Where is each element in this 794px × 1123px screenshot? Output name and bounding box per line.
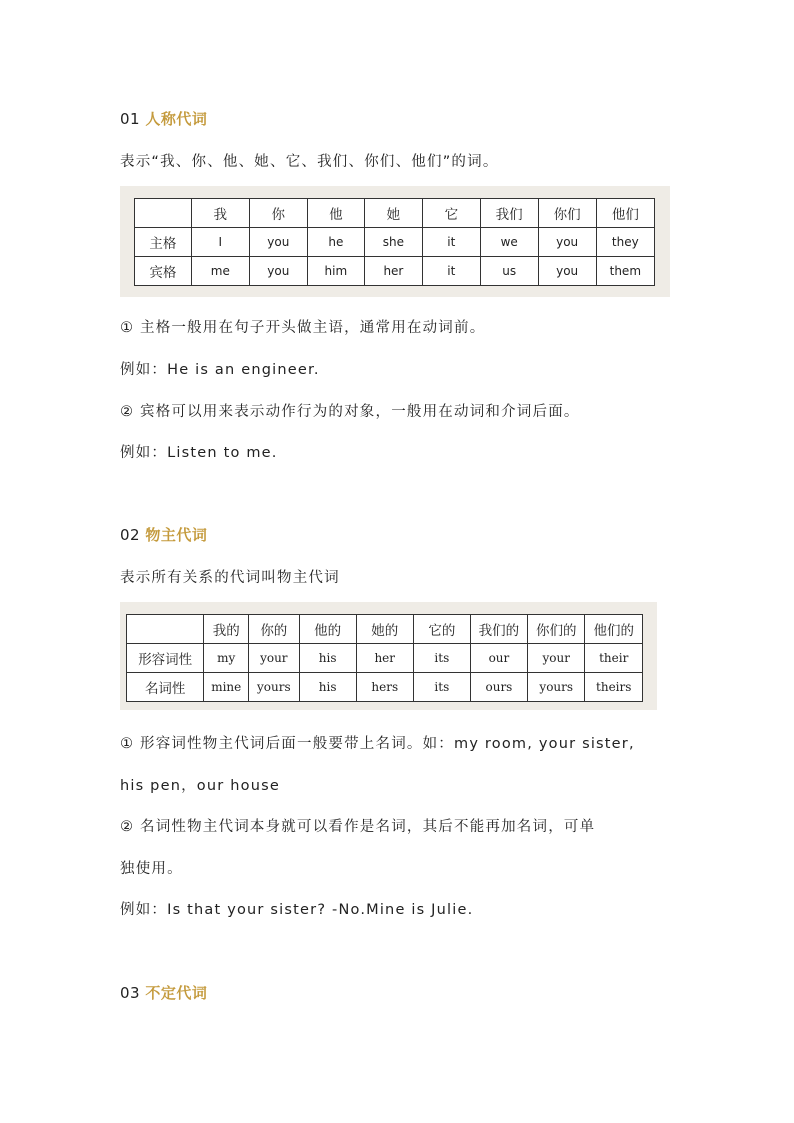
table-header-row: [127, 615, 643, 644]
table-panel: [120, 602, 657, 710]
table-cell: she: [364, 228, 422, 257]
table-cell: it: [422, 257, 480, 286]
row-label-cell: [127, 615, 204, 644]
section-number: 01: [120, 110, 141, 128]
table-cell: its: [413, 644, 470, 673]
section-number: 03: [120, 984, 141, 1002]
table-cell: them: [596, 257, 654, 286]
note-nominal: ② 名词性物主代词本身就可以看作是名词，其后不能再加名词，可单: [120, 819, 596, 835]
table-cell: 你们: [538, 199, 596, 228]
row-label-cell: 宾格: [135, 257, 192, 286]
section-title: 物主代词: [145, 526, 208, 544]
table-cell: our: [470, 644, 527, 673]
table-cell: my: [204, 644, 249, 673]
example-text: 例如：Is that your sister? -No.Mine is Julie.: [120, 902, 474, 918]
table-cell: her: [364, 257, 422, 286]
note-subject: ① 主格一般用在句子开头做主语，通常用在动词前。: [120, 320, 486, 336]
table-cell: 她的: [356, 615, 413, 644]
section-heading-2: [120, 524, 207, 545]
table-cell: 他: [307, 199, 364, 228]
table-cell: their: [585, 644, 643, 673]
row-label-cell: [135, 199, 192, 228]
table-cell: 他们: [596, 199, 654, 228]
table-cell: they: [596, 228, 654, 257]
table-cell: 它的: [413, 615, 470, 644]
row-label-cell: 名词性: [127, 673, 204, 702]
table-cell: yours: [249, 673, 300, 702]
table-cell: 我们的: [470, 615, 527, 644]
table-cell: I: [191, 228, 249, 257]
table-cell: his: [299, 644, 356, 673]
table-cell: hers: [356, 673, 413, 702]
table-row: [127, 644, 643, 673]
table-cell: you: [249, 257, 307, 286]
section-number: 02: [120, 526, 141, 544]
table-cell: it: [422, 228, 480, 257]
table-cell: him: [307, 257, 364, 286]
table-header-row: [135, 199, 655, 228]
table-cell: he: [307, 228, 364, 257]
table-cell: theirs: [585, 673, 643, 702]
section-intro: 表示所有关系的代词叫物主代词: [120, 570, 340, 586]
table-cell: 你的: [249, 615, 300, 644]
section-title: 人称代词: [145, 110, 208, 128]
table-cell: me: [191, 257, 249, 286]
table-cell: ours: [470, 673, 527, 702]
note-nominal-cont: 独使用。: [120, 861, 183, 877]
table-cell: your: [249, 644, 300, 673]
table-panel: [120, 186, 670, 297]
table-cell: 我的: [204, 615, 249, 644]
table-cell: you: [249, 228, 307, 257]
table-cell: you: [538, 257, 596, 286]
table-cell: 你: [249, 199, 307, 228]
table-cell: you: [538, 228, 596, 257]
example-text: 例如：He is an engineer.: [120, 362, 320, 378]
section-heading-3: [120, 982, 207, 1003]
table-cell: her: [356, 644, 413, 673]
table-row: [135, 228, 655, 257]
table-cell: 她: [364, 199, 422, 228]
row-label-cell: 主格: [135, 228, 192, 257]
section-intro: 表示“我、你、他、她、它、我们、你们、他们”的词。: [120, 154, 499, 170]
table-cell: 你们的: [528, 615, 585, 644]
section-title: 不定代词: [145, 984, 208, 1002]
table-cell: 我们: [480, 199, 538, 228]
row-label-cell: 形容词性: [127, 644, 204, 673]
table-cell: we: [480, 228, 538, 257]
table-cell: his: [299, 673, 356, 702]
table-cell: 他的: [299, 615, 356, 644]
table-cell: yours: [528, 673, 585, 702]
example-text: 例如：Listen to me.: [120, 445, 278, 461]
note-adjectival-cont: his pen，our house: [120, 778, 280, 794]
table-cell: mine: [204, 673, 249, 702]
note-adjectival: ① 形容词性物主代词后面一般要带上名词。如：my room, your sister,: [120, 736, 635, 752]
table-cell: 他们的: [585, 615, 643, 644]
table-row: [127, 673, 643, 702]
note-object: ② 宾格可以用来表示动作行为的对象，一般用在动词和介词后面。: [120, 404, 580, 420]
table-row: [135, 257, 655, 286]
possessive-pronoun-table: [126, 614, 643, 702]
table-cell: 它: [422, 199, 480, 228]
table-cell: its: [413, 673, 470, 702]
table-cell: your: [528, 644, 585, 673]
table-cell: us: [480, 257, 538, 286]
table-cell: 我: [191, 199, 249, 228]
section-heading-1: [120, 108, 207, 129]
personal-pronoun-table: [134, 198, 655, 286]
